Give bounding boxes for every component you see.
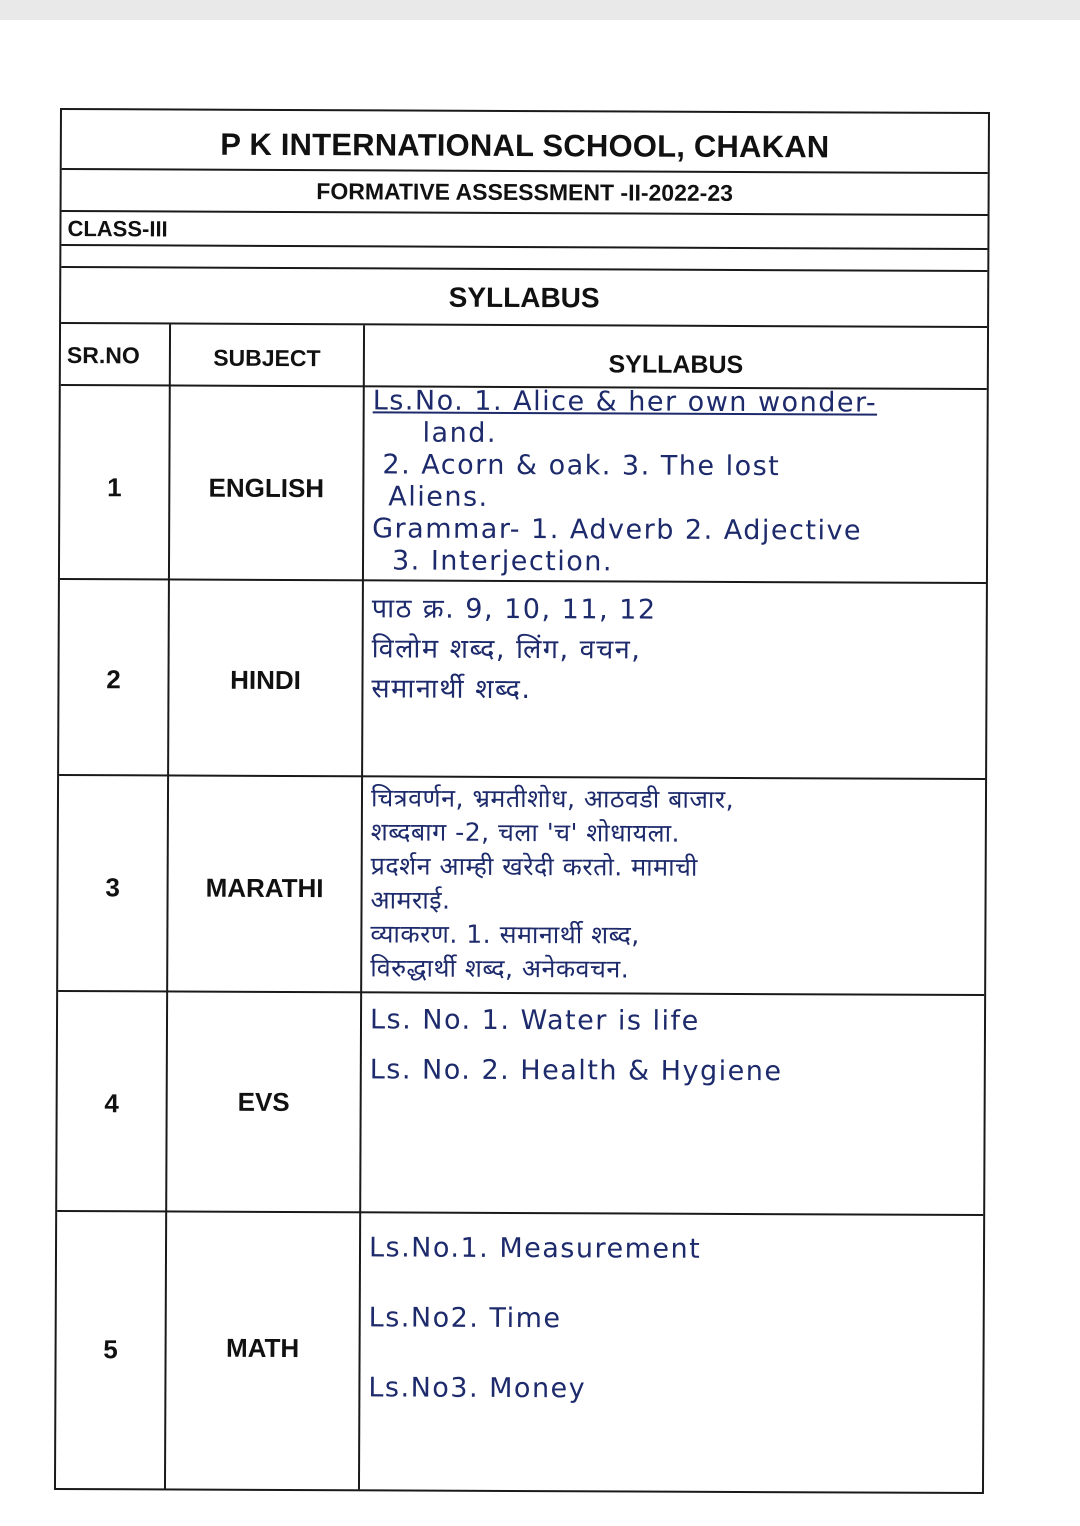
syllabus-line: व्याकरण. 1. समानार्थी शब्द,	[370, 919, 640, 950]
syllabus-heading-row	[61, 266, 987, 328]
syllabus-line: विरुद्धार्थी शब्द, अनेकवचन.	[370, 953, 630, 984]
syllabus-line: विलोम शब्द, लिंग, वचन,	[371, 633, 642, 666]
syllabus-content	[372, 385, 979, 580]
syllabus-line: शब्दबाग -2, चला 'च' शोधायला.	[370, 817, 681, 848]
syllabus-line: Ls.No3. Money	[368, 1372, 587, 1405]
syllabus-content	[370, 995, 976, 1098]
syllabus-line: प्रदर्शन आम्ही खरेदी करतो. मामाची	[370, 851, 699, 882]
table-header-row	[61, 324, 987, 390]
header-subject: SUBJECT	[213, 344, 321, 372]
header-sr-no: SR.NO	[66, 342, 140, 369]
school-name: P K INTERNATIONAL SCHOOL, CHAKAN	[220, 126, 830, 165]
table-row-math	[56, 1212, 983, 1492]
subject-name: MARATHI	[205, 872, 324, 904]
table-row-marathi	[58, 776, 985, 996]
syllabus-line: Ls. No. 2. Health & Hygiene	[369, 1054, 783, 1088]
assessment-title: FORMATIVE ASSESSMENT -II-2022-23	[316, 178, 734, 206]
header-syllabus: SYLLABUS	[608, 350, 744, 379]
syllabus-content	[371, 589, 978, 712]
syllabus-line: समानार्थी शब्द.	[371, 673, 532, 706]
syllabus-sheet	[54, 108, 990, 1494]
syllabus-line: चित्रवर्णन, भ्रमतीशोध, आठवडी बाजार,	[370, 783, 735, 814]
table-row-evs	[57, 992, 984, 1216]
table-row-hindi	[59, 580, 986, 780]
syllabus-content	[370, 781, 977, 988]
school-name-row	[62, 110, 988, 174]
syllabus-line: Ls.No2. Time	[368, 1302, 562, 1335]
table-row-english	[60, 386, 987, 584]
row-number: 1	[107, 472, 122, 503]
top-strip	[0, 0, 1080, 20]
row-number: 4	[104, 1088, 119, 1119]
syllabus-line: 2. Acorn & oak. 3. The lost	[382, 449, 781, 483]
syllabus-line: land.	[422, 417, 498, 449]
syllabus-content	[368, 1213, 975, 1426]
subject-name: HINDI	[230, 664, 301, 696]
subject-name: ENGLISH	[208, 472, 325, 504]
syllabus-heading: SYLLABUS	[448, 281, 600, 314]
syllabus-line: Ls. No. 1. Water is life	[369, 1004, 700, 1037]
row-number: 5	[103, 1334, 118, 1365]
subject-name: MATH	[225, 1332, 300, 1364]
syllabus-line: Aliens.	[388, 481, 489, 513]
syllabus-line: Ls.No.1. Measurement	[368, 1232, 702, 1265]
row-number: 3	[105, 872, 120, 903]
document-page	[0, 20, 1080, 1526]
syllabus-line: Ls.No. 1. Alice & her own wonder-	[372, 385, 878, 419]
assessment-row	[62, 170, 988, 216]
syllabus-line: 3. Interjection.	[391, 545, 614, 578]
row-number: 2	[106, 664, 121, 695]
syllabus-line: Grammar- 1. Adverb 2. Adjective	[372, 513, 863, 547]
syllabus-line: आमराई.	[370, 885, 451, 915]
syllabus-line: पाठ क्र. 9, 10, 11, 12	[371, 593, 657, 626]
subject-name: EVS	[237, 1086, 290, 1118]
class-row	[61, 212, 987, 250]
class-label: CLASS-III	[67, 216, 168, 242]
